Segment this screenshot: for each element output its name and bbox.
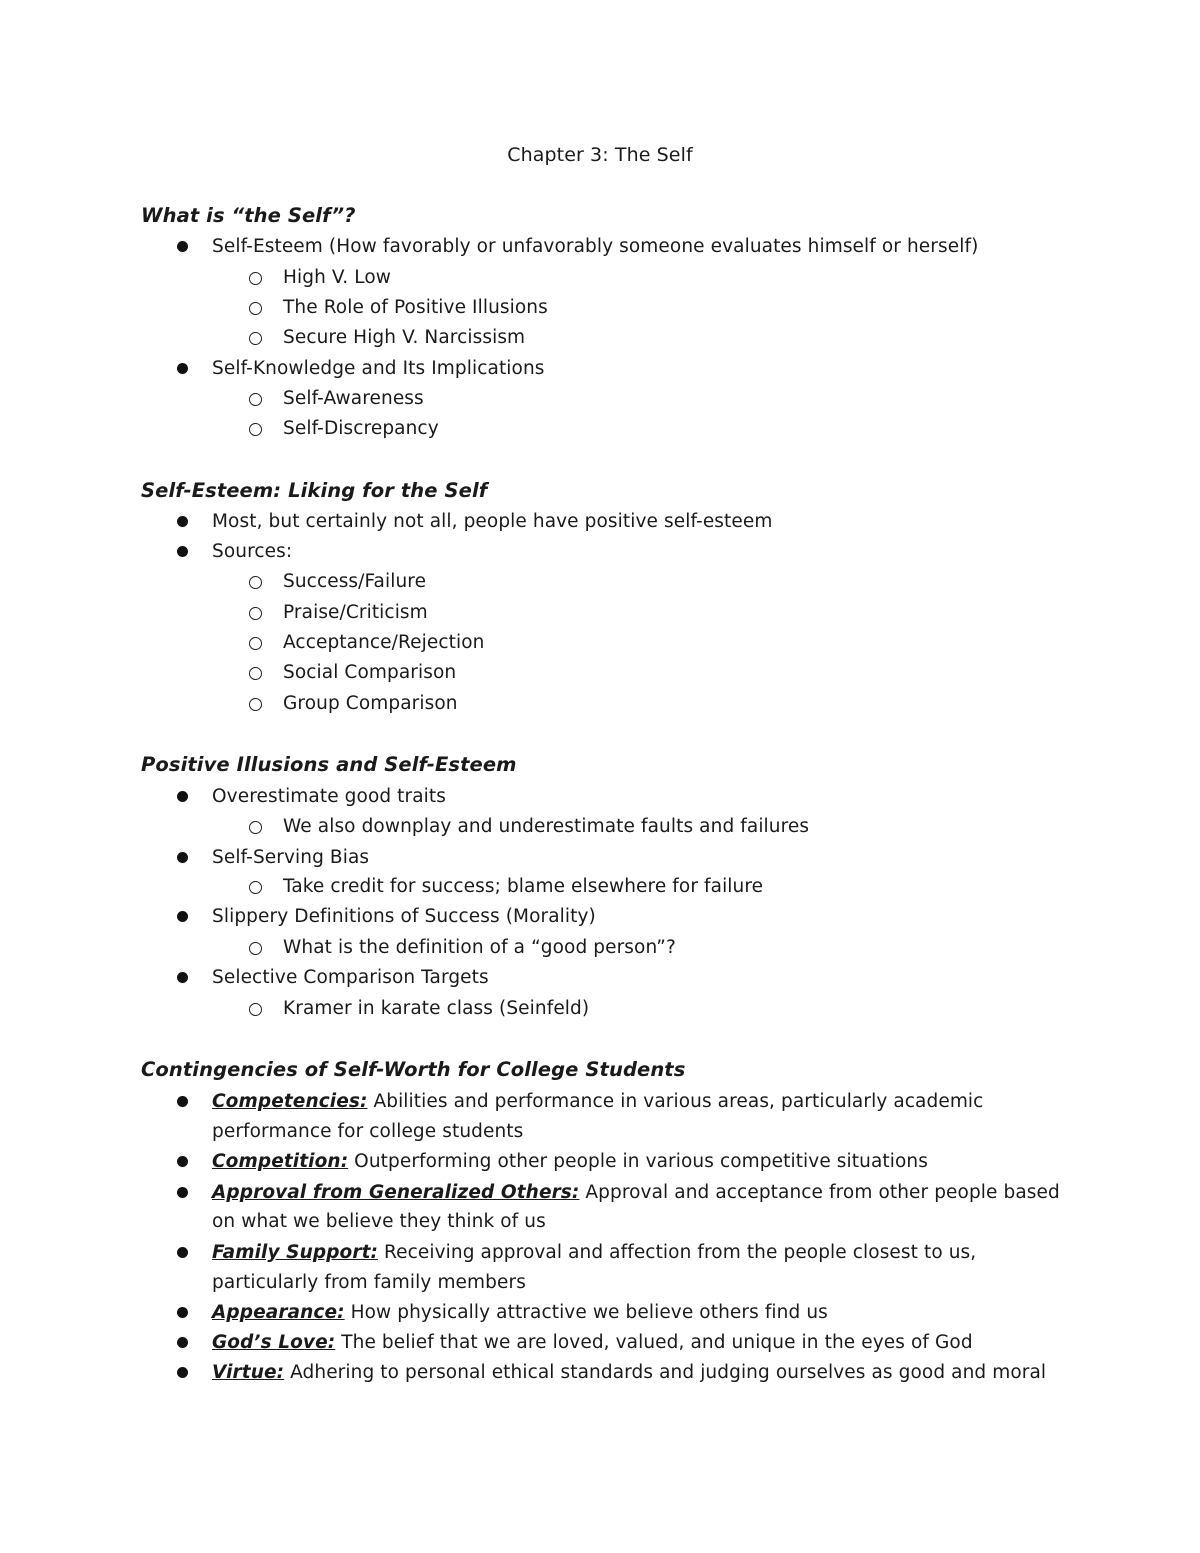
sub-list-item: Praise/Criticism	[283, 602, 428, 623]
sub-list-item: What is the definition of a “good person”?	[283, 937, 676, 958]
section-heading: Positive Illusions and Self-Esteem	[141, 753, 517, 776]
list-item: Self-Knowledge and Its Implications	[212, 358, 545, 379]
list-item	[212, 1241, 976, 1265]
sub-list-item: Social Comparison	[283, 662, 457, 683]
section-heading: Contingencies of Self-Worth for College Students	[141, 1058, 686, 1081]
term-label: Virtue:	[212, 1362, 285, 1383]
term-label: Approval from Generalized Others:	[212, 1182, 580, 1203]
sub-list-item: Kramer in karate class (Seinfeld)	[283, 998, 590, 1019]
list-item	[212, 1090, 983, 1114]
list-item: Selective Comparison Targets	[212, 967, 489, 988]
sub-list-item: Self-Awareness	[283, 388, 424, 409]
list-item	[212, 1301, 828, 1325]
term-definition: Outperforming other people in various competitive situations	[348, 1151, 928, 1172]
sub-list-item: High V. Low	[283, 267, 391, 288]
list-item: Overestimate good traits	[212, 786, 447, 807]
sub-list-item: Group Comparison	[283, 693, 458, 714]
term-definition: Approval and acceptance from other people based	[579, 1182, 1060, 1203]
list-item-continuation: on what we believe they think of us	[212, 1211, 546, 1232]
list-item: Slippery Definitions of Success (Morality)	[212, 906, 596, 927]
list-item	[212, 1361, 1046, 1385]
sub-list-item: Success/Failure	[283, 571, 427, 592]
list-item	[212, 1181, 1060, 1205]
list-item	[212, 1331, 973, 1355]
list-item: Self-Esteem (How favorably or unfavorably someone evaluates himself or herself)	[212, 236, 979, 257]
term-definition: Adhering to personal ethical standards and judging ourselves as good and moral	[284, 1362, 1047, 1383]
term-definition: Receiving approval and affection from the people closest to us,	[378, 1242, 977, 1263]
term-label: God’s Love:	[212, 1332, 336, 1353]
list-item	[212, 1150, 928, 1174]
sub-list-item: We also downplay and underestimate faults and failures	[283, 816, 810, 837]
list-item: Sources:	[212, 541, 293, 562]
sub-list-item: Acceptance/Rejection	[283, 632, 485, 653]
term-label: Competencies:	[212, 1091, 368, 1112]
list-item-continuation: performance for college students	[212, 1121, 524, 1142]
sub-list-item: The Role of Positive Illusions	[283, 297, 548, 318]
section-heading: Self-Esteem: Liking for the Self	[141, 479, 488, 502]
term-definition: Abilities and performance in various areas, particularly academic	[367, 1091, 984, 1112]
list-item: Self-Serving Bias	[212, 847, 370, 868]
term-label: Appearance:	[212, 1302, 345, 1323]
term-definition: How physically attractive we believe others find us	[344, 1302, 828, 1323]
list-item-continuation: particularly from family members	[212, 1272, 526, 1293]
section-heading: What is “the Self”?	[141, 204, 356, 227]
sub-list-item: Secure High V. Narcissism	[283, 327, 526, 348]
term-label: Family Support:	[212, 1242, 379, 1263]
list-item: Most, but certainly not all, people have positive self-esteem	[212, 511, 773, 532]
term-label: Competition:	[212, 1151, 349, 1172]
page-title: Chapter 3: The Self	[507, 144, 693, 166]
sub-list-item: Take credit for success; blame elsewhere for failure	[283, 876, 764, 897]
term-definition: The belief that we are loved, valued, and unique in the eyes of God	[335, 1332, 973, 1353]
sub-list-item: Self-Discrepancy	[283, 418, 439, 439]
